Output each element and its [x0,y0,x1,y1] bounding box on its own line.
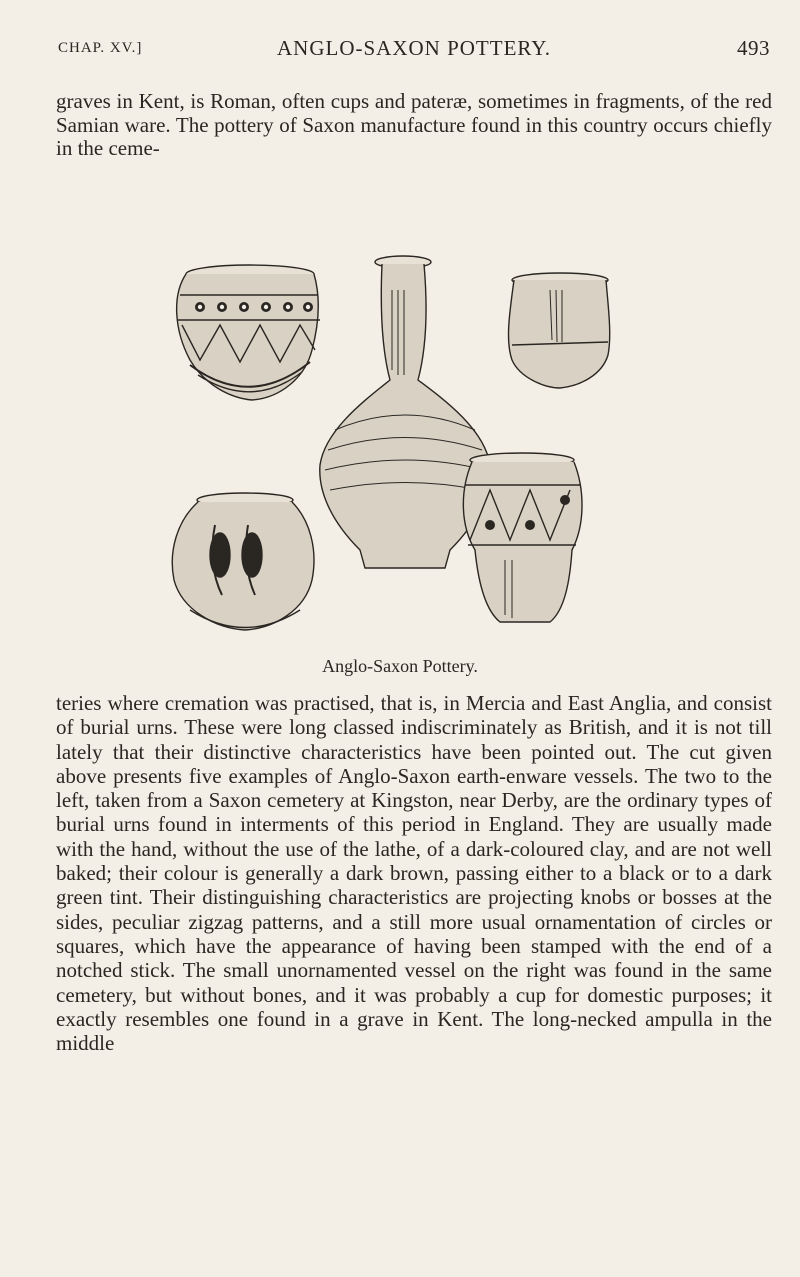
knobbed-urn-bottom-left [172,493,314,630]
page-number: 493 [737,36,770,60]
paragraph-top: graves in Kent, is Roman, often cups and pateræ, sometimes in fragments, of the red Samian ware. The pottery of Saxon manufacture found in this country occurs chiefly in the ceme- [56,89,772,160]
pottery-illustration [160,250,630,650]
plain-cup-top-right [508,273,609,388]
running-title: ANGLO-SAXON POTTERY. [277,36,551,60]
paragraph-bottom: teries where cremation was practised, that is, in Mercia and East Anglia, and consist of burial urns. These were long classed indiscriminately as British, and it is not till lately that their distinctive characteristics have been pointed out. The cut given above presents five examples of Anglo-Saxon earth-enware vessels. The two to the left, taken from a Saxon cemetery at Kingston, near Derby, are the ordinary types of burial urns found in interments of this period in England. They are usually made with the hand, without the use of the lathe, of a dark-coloured clay, and are not well baked; their colour is generally a dark brown, passing either to a black or to a dark green tint. Their distinguishing characteristics are projecting knobs or bosses at the sides, peculiar zigzag patterns, and a still more usual ornamentation of circles or squares, which have the appearance of having been stamped with the end of a notched stick. The small unornamented vessel on the right was found in the same cemetery, but without bones, and it was probably a cup for domestic purposes; it exactly resembles one found in a grave in Kent. The long-necked ampulla in the middle [56,691,772,1056]
decorated-urn-top-left [177,265,320,400]
chapter-label: CHAP. XV.] [58,40,143,56]
pottery-engraving [160,250,630,650]
stamped-urn-bottom-right [463,453,582,622]
figure-caption: Anglo-Saxon Pottery. [322,656,478,676]
running-header [58,36,770,66]
